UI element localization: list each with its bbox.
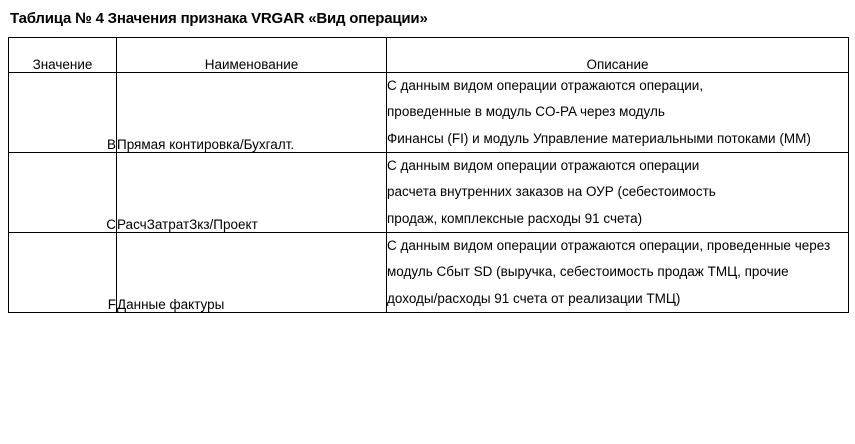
description-line: С данным видом операции отражаются операции, xyxy=(387,78,704,93)
table-row xyxy=(9,232,849,312)
description-line: потоками (ММ) xyxy=(717,130,811,146)
description-line: С данным видом операции отражаются операции xyxy=(387,157,700,173)
cell-description xyxy=(387,73,849,153)
cell-name: Данные фактуры xyxy=(117,232,387,312)
cell-value: B xyxy=(9,73,117,153)
description-line: себестоимость продаж ТМЦ, прочие xyxy=(559,264,789,280)
table-body xyxy=(9,73,849,313)
description-line: проведенные в модуль CO-PA через модуль xyxy=(387,104,665,120)
column-header-description: Описание xyxy=(387,38,849,73)
table-header xyxy=(9,38,849,73)
description-line: С данным видом операции отражаются операции, xyxy=(387,237,704,253)
table-row xyxy=(9,152,849,232)
column-header-name: Наименование xyxy=(117,38,387,73)
table-row xyxy=(9,73,849,153)
cell-value: F xyxy=(9,232,117,312)
cell-value: C xyxy=(9,152,117,232)
description-line: расчета внутренних заказов на ОУР (себестоимость xyxy=(387,184,716,200)
column-header-value: Значение xyxy=(9,38,117,73)
page-title: Таблица № 4 Значения признака VRGAR «Вид операции» xyxy=(10,10,428,27)
cell-name: Прямая контировка/Бухгалт. xyxy=(117,73,387,153)
description-line: доходы/расходы 91 счета от реализации ТМЦ) xyxy=(387,290,681,306)
description-line: проведенные через модуль Сбыт SD (выручка, xyxy=(387,237,831,280)
table-header-row xyxy=(9,38,849,73)
cell-name: РасчЗатратЗкз/Проект xyxy=(117,152,387,232)
description-line: Финансы (FI) и модуль Управление материальными xyxy=(387,130,714,146)
cell-description xyxy=(387,152,849,232)
description-line: продаж, комплексные расходы 91 счета) xyxy=(387,210,643,226)
cell-description xyxy=(387,232,849,312)
vrgar-values-table xyxy=(8,37,849,313)
